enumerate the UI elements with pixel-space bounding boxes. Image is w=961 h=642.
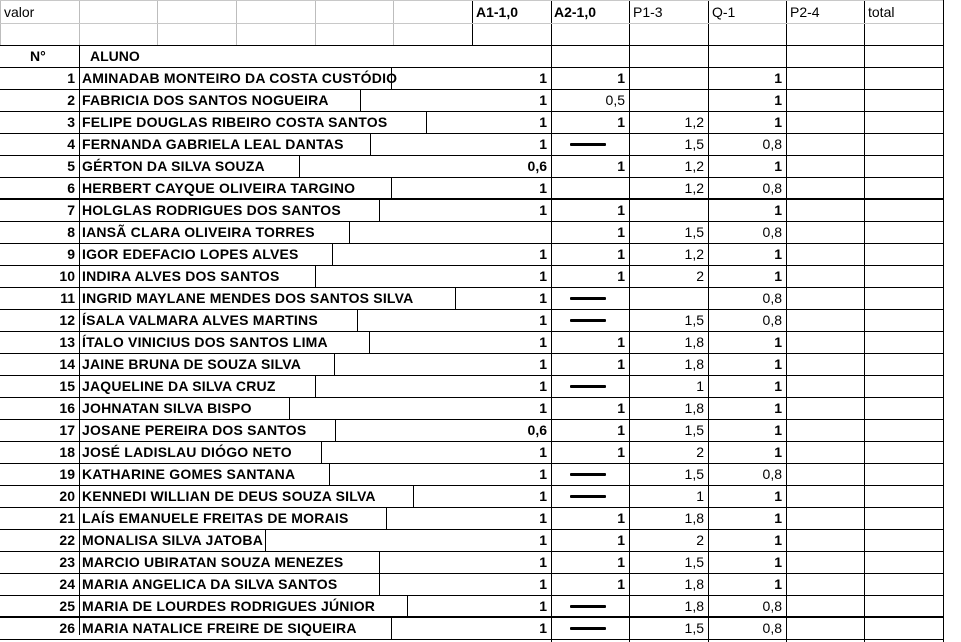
student-name[interactable]: FABRICIA DOS SANTOS NOGUEIRA xyxy=(82,92,329,108)
grade-a2[interactable]: 1 xyxy=(617,400,625,416)
dash-mark xyxy=(570,605,606,608)
grade-p1[interactable]: 1,8 xyxy=(684,400,704,416)
student-name[interactable]: JOSÉ LADISLAU DIÓGO NETO xyxy=(82,444,292,460)
grade-a2[interactable]: 1 xyxy=(617,202,625,218)
grade-a1[interactable]: 1 xyxy=(539,466,547,482)
col-header-a2[interactable]: A2-1,0 xyxy=(554,4,597,20)
row-number: 22 xyxy=(59,532,75,548)
row-number: 5 xyxy=(67,158,75,174)
col-header-a1[interactable]: A1-1,0 xyxy=(476,4,519,20)
dash-mark xyxy=(570,495,606,498)
row-number: 1 xyxy=(67,70,75,86)
grade-a1[interactable]: 1 xyxy=(539,488,547,504)
grade-q[interactable]: 0,8 xyxy=(762,136,782,152)
grade-q[interactable]: 1 xyxy=(774,422,782,438)
grade-q[interactable]: 0,8 xyxy=(762,466,782,482)
grade-q[interactable]: 1 xyxy=(774,400,782,416)
grade-a1[interactable]: 1 xyxy=(539,70,547,86)
row-number: 13 xyxy=(59,334,75,350)
grade-q[interactable]: 1 xyxy=(774,92,782,108)
grade-p1[interactable]: 1,8 xyxy=(684,334,704,350)
grade-a1[interactable]: 1 xyxy=(539,444,547,460)
dash-mark xyxy=(570,319,606,322)
grade-p1[interactable]: 1,8 xyxy=(684,576,704,592)
row-number: 21 xyxy=(59,510,75,526)
grade-a1[interactable]: 1 xyxy=(539,400,547,416)
grade-q[interactable]: 1 xyxy=(774,532,782,548)
row-number: 6 xyxy=(67,180,75,196)
grid-vline xyxy=(864,0,865,642)
row-line xyxy=(0,639,943,640)
student-name[interactable]: KENNEDI WILLIAN DE DEUS SOUZA SILVA xyxy=(82,488,376,504)
row-number: 25 xyxy=(59,598,75,614)
grade-p1[interactable] xyxy=(629,287,708,309)
grade-a2[interactable]: 1 xyxy=(617,532,625,548)
grade-p1[interactable]: 1,2 xyxy=(684,114,704,130)
col-header-total[interactable]: total xyxy=(868,4,895,20)
grade-p1[interactable]: 1,5 xyxy=(684,466,704,482)
grid-vline xyxy=(943,0,944,642)
grade-q[interactable]: 0,8 xyxy=(762,312,782,328)
grade-a1[interactable]: 1 xyxy=(539,598,547,614)
student-name[interactable]: JOSANE PEREIRA DOS SANTOS xyxy=(82,422,307,438)
grade-a1[interactable]: 1 xyxy=(539,92,547,108)
grade-a2[interactable]: 1 xyxy=(617,158,625,174)
grade-p1[interactable]: 1 xyxy=(696,488,704,504)
valor-header: valor xyxy=(4,4,35,20)
grade-q[interactable]: 1 xyxy=(774,510,782,526)
grade-a1[interactable]: 1 xyxy=(539,620,547,636)
col-header-p2[interactable]: P2-4 xyxy=(790,4,820,20)
student-name[interactable]: HOLGLAS RODRIGUES DOS SANTOS xyxy=(82,202,341,218)
grid-vline xyxy=(786,0,787,642)
grade-a1[interactable] xyxy=(472,221,551,243)
grade-q[interactable]: 1 xyxy=(774,576,782,592)
dash-mark xyxy=(570,627,606,630)
grid-vline xyxy=(551,0,552,642)
dash-mark xyxy=(570,473,606,476)
student-name[interactable]: INDIRA ALVES DOS SANTOS xyxy=(82,268,280,284)
row-number: 3 xyxy=(67,114,75,130)
row-number: 9 xyxy=(67,246,75,262)
grade-q[interactable]: 1 xyxy=(774,554,782,570)
student-name[interactable]: MARIA DE LOURDES RODRIGUES JÚNIOR xyxy=(82,598,376,614)
row-number: 2 xyxy=(67,92,75,108)
grade-a1[interactable]: 1 xyxy=(539,312,547,328)
grade-a2[interactable]: 1 xyxy=(617,422,625,438)
row-number: 18 xyxy=(59,444,75,460)
grade-p1[interactable]: 1,5 xyxy=(684,422,704,438)
grade-q[interactable]: 1 xyxy=(774,114,782,130)
grade-q[interactable]: 0,8 xyxy=(762,598,782,614)
student-name[interactable]: IANSÃ CLARA OLIVEIRA TORRES xyxy=(82,224,315,240)
grade-a1[interactable]: 1 xyxy=(539,334,547,350)
row-number: 23 xyxy=(59,554,75,570)
grade-a2[interactable] xyxy=(551,177,629,199)
row-number: 20 xyxy=(59,488,75,504)
grade-a1[interactable]: 0,6 xyxy=(527,158,547,174)
student-name[interactable]: JOHNATAN SILVA BISPO xyxy=(82,400,252,416)
row-number: 11 xyxy=(60,290,75,306)
grade-p1[interactable]: 1,5 xyxy=(684,620,704,636)
grade-a2[interactable]: 1 xyxy=(617,224,625,240)
row-number: 10 xyxy=(59,268,75,284)
grade-q[interactable]: 1 xyxy=(774,70,782,86)
grade-a1[interactable]: 1 xyxy=(539,202,547,218)
row-number: 15 xyxy=(59,378,75,394)
grade-p1[interactable]: 1,8 xyxy=(684,510,704,526)
student-name[interactable]: FELIPE DOUGLAS RIBEIRO COSTA SANTOS xyxy=(82,114,388,130)
row-number: 19 xyxy=(59,466,75,482)
grade-p1[interactable]: 2 xyxy=(696,532,704,548)
row-number: 16 xyxy=(59,400,75,416)
grade-q[interactable]: 0,8 xyxy=(762,180,782,196)
grade-q[interactable]: 1 xyxy=(774,268,782,284)
grade-a1[interactable]: 1 xyxy=(539,114,547,130)
grade-a2[interactable]: 1 xyxy=(617,444,625,460)
student-name[interactable]: AMINADAB MONTEIRO DA COSTA CUSTÓDIO xyxy=(82,70,398,86)
grade-a1[interactable]: 1 xyxy=(539,290,547,306)
grade-p1[interactable]: 1,5 xyxy=(684,136,704,152)
grid-hline xyxy=(0,0,943,1)
grade-a1[interactable]: 1 xyxy=(539,136,547,152)
grade-a2[interactable]: 1 xyxy=(617,576,625,592)
student-name[interactable]: MARIA ANGELICA DA SILVA SANTOS xyxy=(82,576,338,592)
dash-mark xyxy=(570,297,606,300)
student-name[interactable]: ÍSALA VALMARA ALVES MARTINS xyxy=(82,312,318,328)
grade-a2[interactable]: 1 xyxy=(617,246,625,262)
grade-a2[interactable]: 1 xyxy=(617,114,625,130)
grade-q[interactable]: 1 xyxy=(774,444,782,460)
grade-a2[interactable]: 1 xyxy=(617,70,625,86)
aluno-header: ALUNO xyxy=(90,48,140,64)
grade-a2[interactable]: 1 xyxy=(617,510,625,526)
student-name[interactable]: JAQUELINE DA SILVA CRUZ xyxy=(82,378,276,394)
student-name[interactable]: IGOR EDEFACIO LOPES ALVES xyxy=(82,246,299,262)
grid-vline xyxy=(708,0,709,642)
grade-a2[interactable]: 1 xyxy=(617,268,625,284)
student-name[interactable]: HERBERT CAYQUE OLIVEIRA TARGINO xyxy=(82,180,356,196)
grade-p1[interactable]: 1,5 xyxy=(684,312,704,328)
row-number: 17 xyxy=(59,422,75,438)
grade-q[interactable]: 1 xyxy=(774,246,782,262)
grade-a1[interactable]: 1 xyxy=(539,532,547,548)
grade-p1[interactable]: 2 xyxy=(696,268,704,284)
grade-a1[interactable]: 1 xyxy=(539,554,547,570)
row-number: 8 xyxy=(67,224,75,240)
student-name[interactable]: KATHARINE GOMES SANTANA xyxy=(82,466,296,482)
grade-p1[interactable]: 1 xyxy=(696,378,704,394)
grade-p1[interactable] xyxy=(629,67,708,89)
grade-a2[interactable]: 1 xyxy=(617,356,625,372)
student-name[interactable]: GÉRTON DA SILVA SOUZA xyxy=(82,158,265,174)
grade-q[interactable]: 1 xyxy=(774,378,782,394)
student-name[interactable]: LAÍS EMANUELE FREITAS DE MORAIS xyxy=(82,510,349,526)
row-number: 7 xyxy=(67,202,75,218)
grade-a2[interactable]: 1 xyxy=(617,334,625,350)
grid-left-border xyxy=(79,45,80,635)
grade-a1[interactable]: 1 xyxy=(539,378,547,394)
student-name[interactable]: MONALISA SILVA JATOBA xyxy=(82,532,264,548)
grade-a1[interactable]: 1 xyxy=(539,246,547,262)
grade-a1[interactable]: 1 xyxy=(539,576,547,592)
dash-mark xyxy=(570,385,606,388)
student-name[interactable]: ÍTALO VINICIUS DOS SANTOS LIMA xyxy=(82,334,328,350)
grade-q[interactable]: 1 xyxy=(774,488,782,504)
grade-a2[interactable]: 0,5 xyxy=(605,92,625,108)
student-name[interactable]: JAINE BRUNA DE SOUZA SILVA xyxy=(82,356,302,372)
row-number: 14 xyxy=(59,356,75,372)
grade-p1[interactable]: 1,5 xyxy=(684,554,704,570)
grid-hline xyxy=(0,45,943,46)
student-name[interactable]: FERNANDA GABRIELA LEAL DANTAS xyxy=(82,136,344,152)
row-number: 24 xyxy=(59,576,75,592)
student-name[interactable]: MARCIO UBIRATAN SOUZA MENEZES xyxy=(82,554,344,570)
student-name[interactable]: INGRID MAYLANE MENDES DOS SANTOS SILVA xyxy=(82,290,414,306)
student-name[interactable]: MARIA NATALICE FREIRE DE SIQUEIRA xyxy=(82,620,357,636)
grade-p1[interactable]: 1,2 xyxy=(684,246,704,262)
grade-p1[interactable]: 1,2 xyxy=(684,180,704,196)
grade-p1[interactable]: 1,5 xyxy=(684,224,704,240)
grade-p1[interactable] xyxy=(629,89,708,111)
grade-p1[interactable] xyxy=(629,199,708,221)
grid-hline xyxy=(0,67,943,68)
grade-p1[interactable]: 2 xyxy=(696,444,704,460)
grade-a1[interactable]: 1 xyxy=(539,510,547,526)
grade-p1[interactable]: 1,8 xyxy=(684,356,704,372)
grade-p1[interactable]: 1,2 xyxy=(684,158,704,174)
col-header-q[interactable]: Q-1 xyxy=(712,4,736,20)
col-header-p1[interactable]: P1-3 xyxy=(633,4,663,20)
grade-p1[interactable]: 1,8 xyxy=(684,598,704,614)
grade-a1[interactable]: 1 xyxy=(539,268,547,284)
grade-a1[interactable]: 1 xyxy=(539,180,547,196)
grade-a1[interactable]: 1 xyxy=(539,356,547,372)
row-number: 12 xyxy=(59,312,75,328)
grade-q[interactable]: 1 xyxy=(774,202,782,218)
row-number: 26 xyxy=(59,620,75,636)
dash-mark xyxy=(570,143,606,146)
grade-q[interactable]: 1 xyxy=(774,334,782,350)
grid-hline xyxy=(0,23,943,24)
grade-a1[interactable]: 0,6 xyxy=(527,422,547,438)
row-number: 4 xyxy=(67,136,75,152)
grade-q[interactable]: 0,8 xyxy=(762,290,782,306)
grid-vline xyxy=(629,0,630,642)
grade-q[interactable]: 0,8 xyxy=(762,224,782,240)
grade-q[interactable]: 1 xyxy=(774,356,782,372)
grade-a2[interactable]: 1 xyxy=(617,554,625,570)
number-header: N° xyxy=(30,48,46,64)
grade-q[interactable]: 0,8 xyxy=(762,620,782,636)
grade-q[interactable]: 1 xyxy=(774,158,782,174)
